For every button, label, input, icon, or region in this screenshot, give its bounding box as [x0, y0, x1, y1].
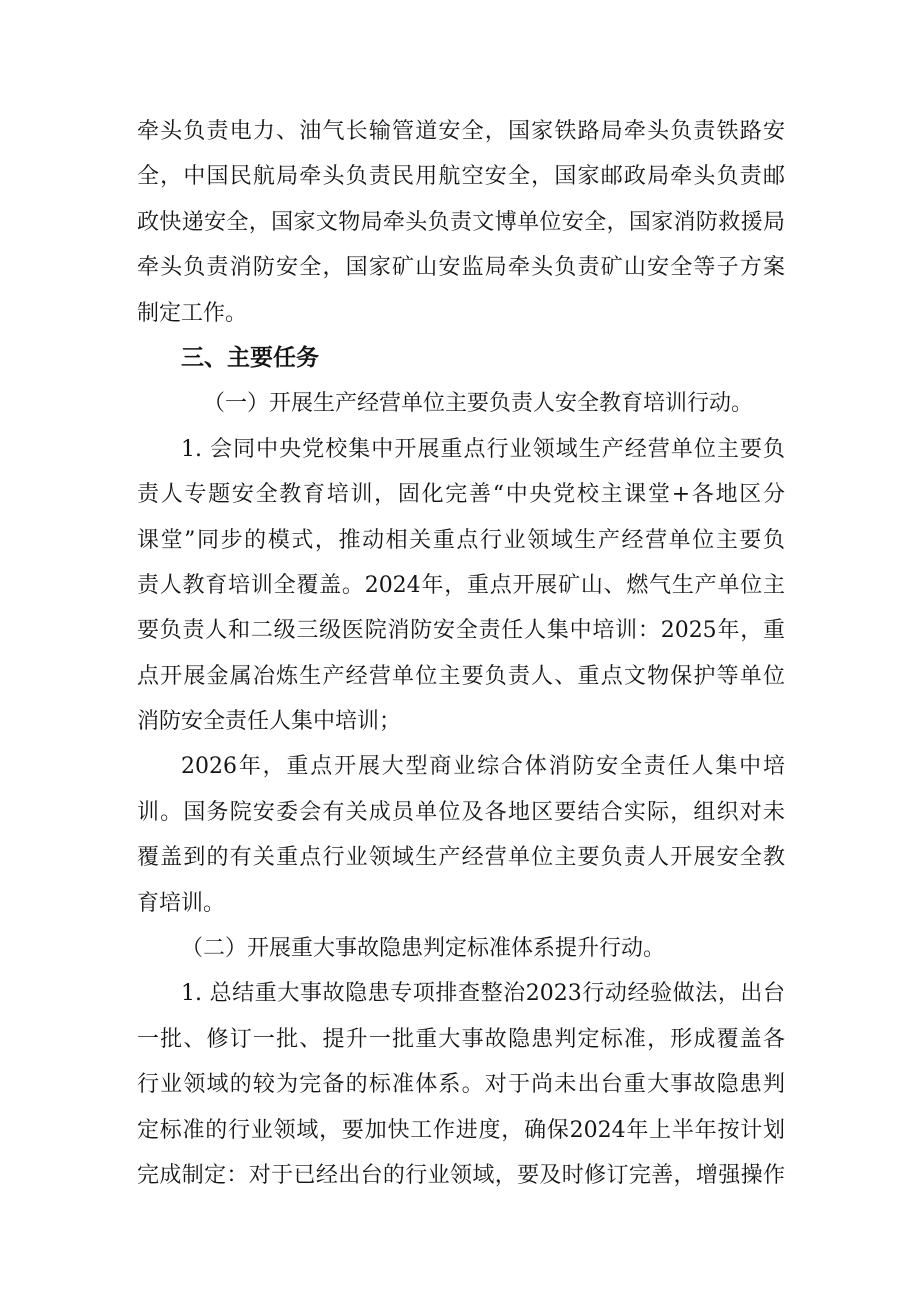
- text-line: 一批、修订一批、提升一批重大事故隐患判定标准，形成覆盖各: [137, 1026, 785, 1052]
- text-line: 2026年，重点开展大型商业综合体消防安全责任人集中培: [181, 754, 785, 780]
- text-line: 定标准的行业领域，要加快工作进度，确保2024年上半年按计划: [137, 1117, 785, 1143]
- text-line: 育培训。: [137, 890, 226, 916]
- text-line: 制定工作。: [137, 300, 248, 326]
- text-line: 牵头负责电力、油气长输管道安全，国家铁路局牵头负责铁路安: [137, 119, 785, 144]
- text-line: 完成制定：对于已经出台的行业领域，要及时修订完善，增强操作: [137, 1162, 785, 1188]
- text-line: 行业领域的较为完备的标准体系。对于尚未出台重大事故隐患判: [137, 1072, 785, 1098]
- text-line: 政快递安全，国家文物局牵头负责文博单位安全，国家消防救援局: [137, 209, 785, 235]
- text-line: 1. 总结重大事故隐患专项排查整治2023行动经验做法，出台: [181, 981, 785, 1007]
- text-line: 牵头负责消防安全，国家矿山安监局牵头负责矿山安全等子方案: [137, 255, 785, 281]
- text-line: 1. 会同中央党校集中开展重点行业领域生产经营单位主要负: [181, 436, 785, 462]
- text-line: 训。国务院安委会有关成员单位及各地区要结合实际，组织对未: [137, 799, 785, 825]
- text-line: 点开展金属冶炼生产经营单位主要负责人、重点文物保护等单位: [137, 663, 785, 689]
- text-line: 责人专题安全教育培训，固化完善“中央党校主课堂+各地区分: [137, 482, 785, 508]
- text-line: 全，中国民航局牵头负责民用航空安全，国家邮政局牵头负责邮: [137, 164, 785, 190]
- text-line: 课堂”同步的模式，推动相关重点行业领域生产经营单位主要负: [137, 527, 785, 553]
- text-line: 要负责人和二级三级医院消防安全责任人集中培训：2025年，重: [137, 618, 785, 644]
- section-heading: 三、主要任务: [181, 344, 319, 371]
- subsection-heading: （一）开展生产经营单位主要负责人安全教育培训行动。: [203, 391, 754, 417]
- text-line: 消防安全责任人集中培训；: [137, 709, 402, 735]
- text-line: 覆盖到的有关重点行业领域生产经营单位主要负责人开展安全教: [137, 845, 785, 871]
- subsection-heading: （二）开展重大事故隐患判定标准体系提升行动。: [181, 936, 666, 962]
- document-body: [137, 109, 785, 1198]
- text-line: 责人教育培训全覆盖。2024年，重点开展矿山、燃气生产单位主: [137, 572, 785, 598]
